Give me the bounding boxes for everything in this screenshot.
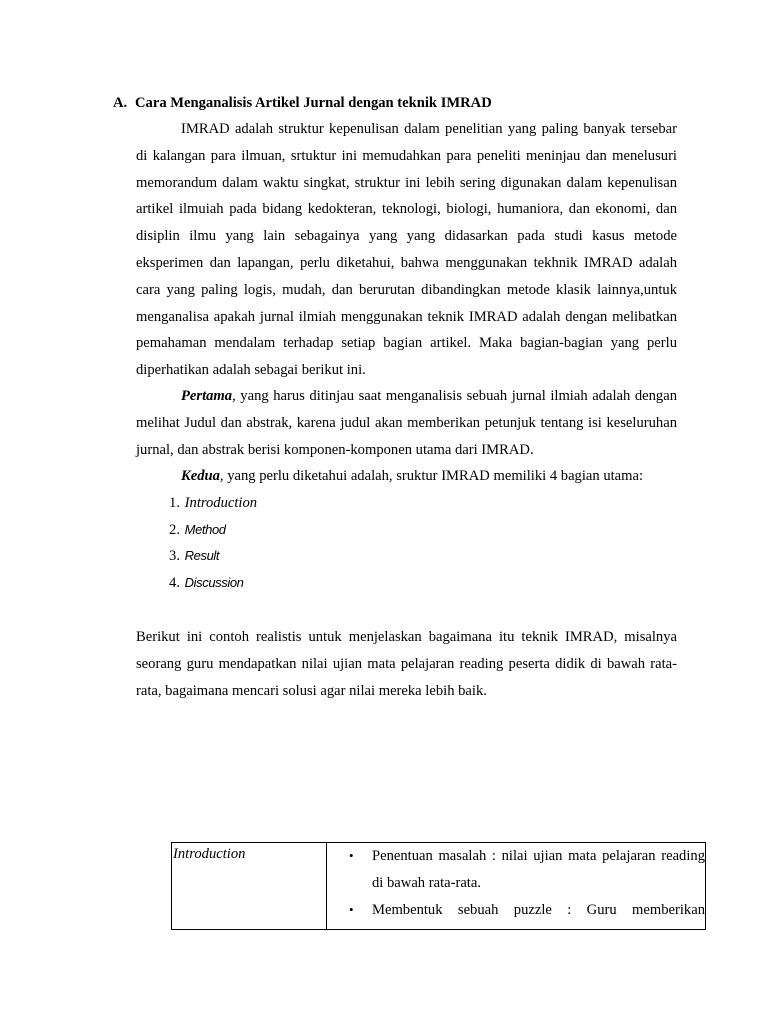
- section-title: Cara Menganalisis Artikel Jurnal dengan teknik IMRAD: [135, 95, 492, 111]
- list-label: Result: [184, 548, 220, 564]
- table-cell-details: [327, 843, 705, 929]
- list-item: [150, 517, 257, 544]
- list-item: [150, 490, 257, 517]
- section-marker: A.: [113, 95, 128, 111]
- pertama-text: , yang harus ditinjau saat menganalisis sebuah jurnal ilmiah adalah dengan melihat Judul dan abstrak, karena judul akan memberikan petunjuk tentang isi keseluruhan jurnal, dan abstrak berisi komponen-komponen utama dari IMRAD.: [136, 388, 677, 458]
- example-paragraph: Berikut ini contoh realistis untuk menjelaskan bagaimana itu teknik IMRAD, misalnya seorang guru mendapatkan nilai ujian mata pelajaran reading peserta didik di bawah rata-rata, bagaimana mencari solusi agar nilai mereka lebih baik.: [136, 629, 677, 699]
- intro-paragraph-block: [136, 116, 677, 384]
- bullet-icon: •: [349, 901, 354, 917]
- bullet-list: [327, 843, 705, 923]
- pertama-paragraph-block: [136, 383, 677, 463]
- kedua-label: Kedua: [181, 468, 220, 484]
- list-number: 3.: [169, 548, 180, 565]
- list-label: Introduction: [184, 495, 258, 511]
- imrad-list: [150, 490, 257, 596]
- list-item: [150, 570, 257, 597]
- list-item: [327, 843, 705, 897]
- bullet-text: Penentuan masalah : nilai ujian mata pelajaran reading di bawah rata-rata.: [372, 848, 705, 891]
- intro-paragraph: IMRAD adalah struktur kepenulisan dalam penelitian yang paling banyak tersebar di kalangan para ilmuan, srtuktur ini memudahkan para peneliti meninjau dan menelusuri memorandum dalam waktu singkat, struktur ini lebih sering digunakan dalam kepenulisan artikel ilmuiah pada bidang kedokteran, teknologi, biologi, humaniora, dan ekonomi, dan disiplin ilmu yang lain sebagainya yang yang didasarkan pada studi kasus metode eksperimen dan lapangan, perlu diketahui, bahwa menggunakan tekhnik IMRAD adalah cara yang paling logis, mudah, dan berurutan dibandingkan metode klasik lainnya,untuk menganalisa apakah jurnal ilmiah menggunakan teknik IMRAD adalah dengan melibatkan pemahaman mendalam terhadap setiap bagian artikel. Maka bagian-bagian yang perlu diperhatikan adalah sebagai berikut ini.: [136, 121, 677, 379]
- bullet-icon: •: [349, 848, 354, 863]
- pertama-label: Pertama: [181, 388, 233, 404]
- list-number: 4.: [169, 574, 180, 591]
- bullet-text: Membentuk sebuah puzzle : Guru memberikan: [372, 901, 705, 918]
- list-number: 1.: [169, 495, 180, 511]
- list-label: Discussion: [184, 574, 244, 590]
- kedua-text: , yang perlu diketahui adalah, sruktur IMRAD memiliki 4 bagian utama:: [219, 468, 644, 484]
- imrad-table: [171, 842, 706, 930]
- list-item: [327, 897, 705, 924]
- kedua-paragraph-block: [136, 463, 677, 490]
- example-paragraph-block: [136, 624, 677, 704]
- kedua-paragraph: [136, 463, 677, 490]
- pertama-paragraph: [136, 383, 677, 463]
- section-heading: [113, 93, 492, 113]
- list-item: [150, 543, 257, 570]
- list-label: Method: [184, 521, 226, 537]
- list-number: 2.: [169, 521, 180, 538]
- table-cell-section: Introduction: [172, 843, 327, 929]
